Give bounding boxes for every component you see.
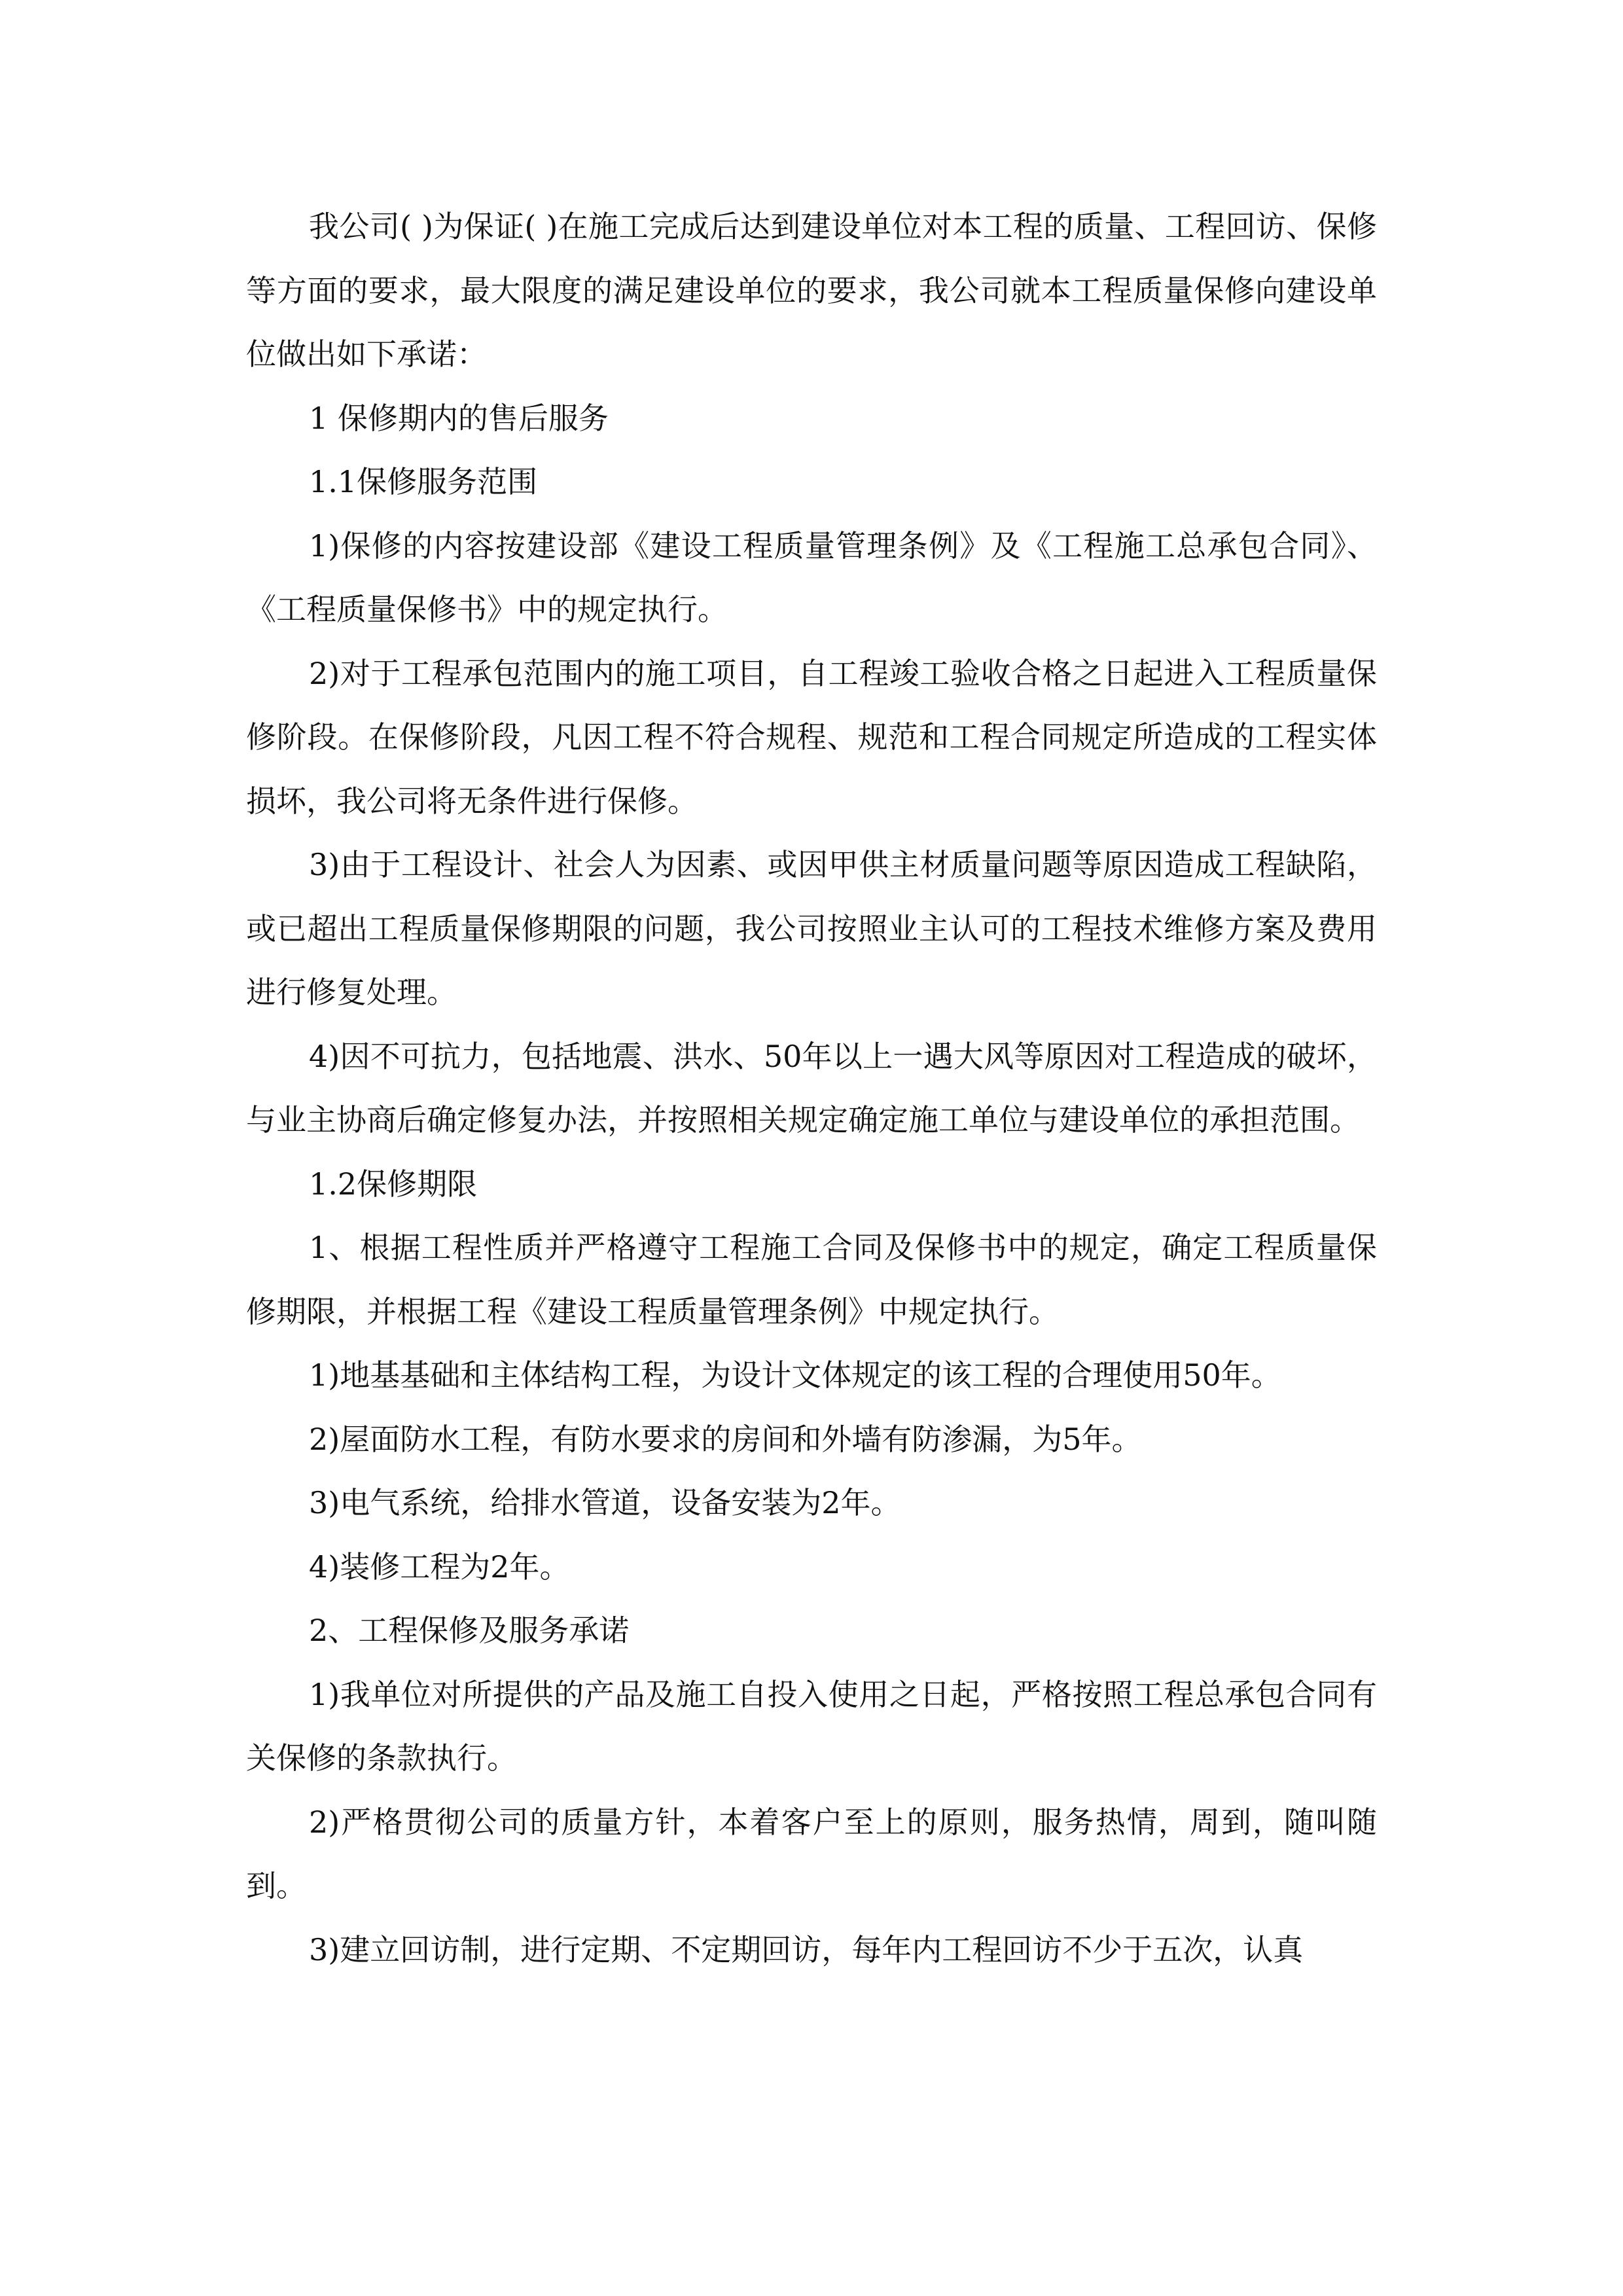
body-paragraph: 3)由于工程设计、社会人为因素、或因甲供主材质量问题等原因造成工程缺陷，或已超出工程质量保修期限的问题，我公司按照业主认可的工程技术维修方案及费用进行修复处理。 — [246, 847, 1377, 1010]
section-heading: 2、工程保修及服务承诺 — [309, 1613, 630, 1648]
body-paragraph: 2)对于工程承包范围内的施工项目，自工程竣工验收合格之日起进入工程质量保修阶段。在保修阶段，凡因工程不符合规程、规范和工程合同规定所造成的工程实体损坏，我公司将无条件进行保修。 — [246, 655, 1377, 819]
body-paragraph: 1)保修的内容按建设部《建设工程质量管理条例》及《工程施工总承包合同》、《工程质量保修书》中的规定执行。 — [246, 528, 1377, 627]
document-body — [246, 195, 1377, 1982]
body-paragraph: 1、根据工程性质并严格遵守工程施工合同及保修书中的规定，确定工程质量保修期限，并根据工程《建设工程质量管理条例》中规定执行。 — [246, 1230, 1377, 1329]
body-paragraph: 2)严格贯彻公司的质量方针，本着客户至上的原则，服务热情，周到，随叫随到。 — [246, 1804, 1377, 1903]
body-paragraph: 3)电气系统，给排水管道，设备安装为2年。 — [309, 1485, 901, 1520]
body-paragraph: 1)地基基础和主体结构工程，为设计文体规定的该工程的合理使用50年。 — [309, 1357, 1281, 1393]
body-paragraph: 4)因不可抗力，包括地震、洪水、50年以上一遇大风等原因对工程造成的破坏，与业主协商后确定修复办法，并按照相关规定确定施工单位与建设单位的承担范围。 — [246, 1038, 1377, 1138]
intro-paragraph: 我公司( )为保证( )在施工完成后达到建设单位对本工程的质量、工程回访、保修等方面的要求，最大限度的满足建设单位的要求，我公司就本工程质量保修向建设单位做出如下承诺： — [246, 209, 1377, 372]
subsection-heading: 1.1保修服务范围 — [309, 464, 538, 499]
body-paragraph: 2)屋面防水工程，有防水要求的房间和外墙有防渗漏，为5年。 — [309, 1421, 1142, 1457]
section-heading: 1 保修期内的售后服务 — [309, 400, 609, 436]
body-paragraph: 3)建立回访制，进行定期、不定期回访，每年内工程回访不少于五次，认真 — [309, 1931, 1304, 1967]
body-paragraph: 1)我单位对所提供的产品及施工自投入使用之日起，严格按照工程总承包合同有关保修的条款执行。 — [246, 1676, 1377, 1776]
body-paragraph: 4)装修工程为2年。 — [309, 1549, 570, 1585]
subsection-heading: 1.2保修期限 — [309, 1166, 478, 1202]
